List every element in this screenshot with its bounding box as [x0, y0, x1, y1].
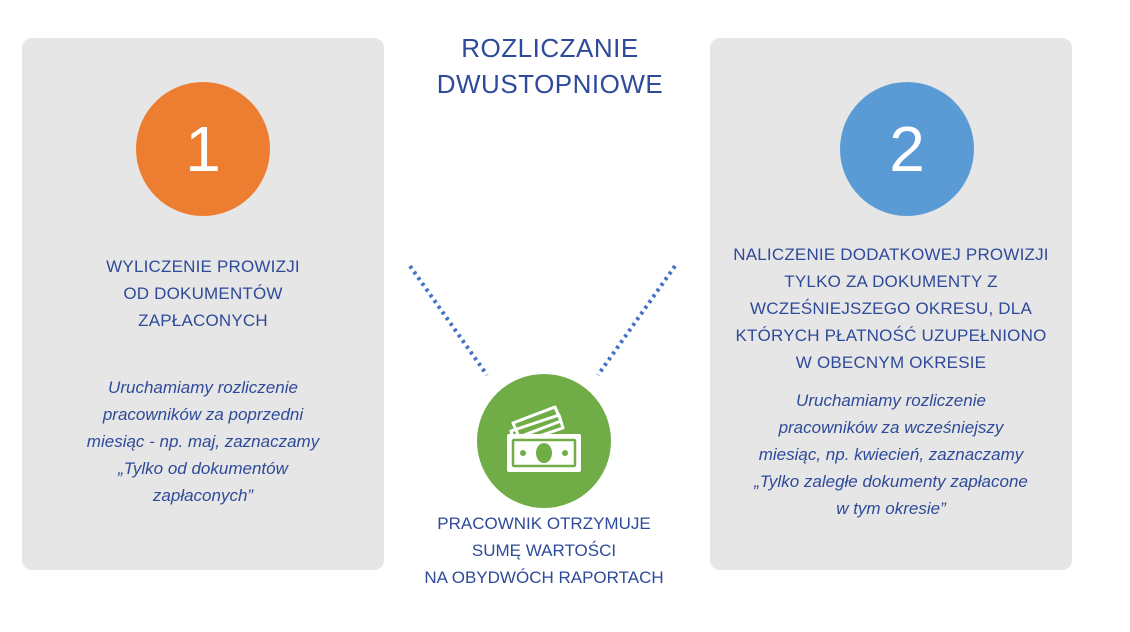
result-text — [394, 510, 694, 591]
result-badge — [477, 374, 611, 508]
step-1-description-line: „Tylko od dokumentów — [118, 459, 288, 478]
connector-left — [410, 266, 487, 375]
step-2-description-line: Uruchamiamy rozliczenie — [796, 391, 986, 410]
step-1-description-line: miesiąc - np. maj, zaznaczamy — [86, 432, 320, 451]
step-2-heading-line: KTÓRYCH PŁATNOŚĆ UZUPEŁNIONO — [735, 326, 1047, 345]
step-2-number-badge: 2 — [840, 82, 974, 216]
result-text-line: NA OBYDWÓCH RAPORTACH — [424, 568, 664, 587]
step-2-heading-line: W OBECNYM OKRESIE — [795, 353, 987, 372]
step-1-description-line: Uruchamiamy rozliczenie — [108, 378, 298, 397]
step-2-heading-line: NALICZENIE DODATKOWEJ PROWIZJI — [733, 245, 1049, 264]
step-2-description-line: pracowników za wcześniejszy — [778, 418, 1004, 437]
step-1-description-line: pracowników za poprzedni — [102, 405, 304, 424]
step-2-heading-line: TYLKO ZA DOKUMENTY Z — [784, 272, 998, 291]
step-1-heading-line: ZAPŁACONYCH — [138, 311, 268, 330]
title-line: ROZLICZANIE — [461, 33, 639, 63]
step-2-description-line: „Tylko zaległe dokumenty zapłacone — [754, 472, 1028, 491]
result-text-line: SUMĘ WARTOŚCI — [471, 541, 617, 560]
title-line: DWUSTOPNIOWE — [436, 69, 664, 99]
connector-right — [598, 266, 675, 375]
money-icon — [477, 374, 611, 508]
step-2-heading-line: WCZEŚNIEJSZEGO OKRESU, DLA — [750, 299, 1032, 318]
result-text-line: PRACOWNIK OTRZYMUJE — [437, 514, 651, 533]
step-1-heading-line: OD DOKUMENTÓW — [123, 284, 283, 303]
step-1-number-badge: 1 — [136, 82, 270, 216]
step-2-description-line: miesiąc, np. kwiecień, zaznaczamy — [758, 445, 1024, 464]
step-2-description-line: w tym okresie” — [836, 499, 946, 518]
step-1-description-line: zapłaconych” — [152, 486, 254, 505]
step-1-heading-line: WYLICZENIE PROWIZJI — [106, 257, 300, 276]
